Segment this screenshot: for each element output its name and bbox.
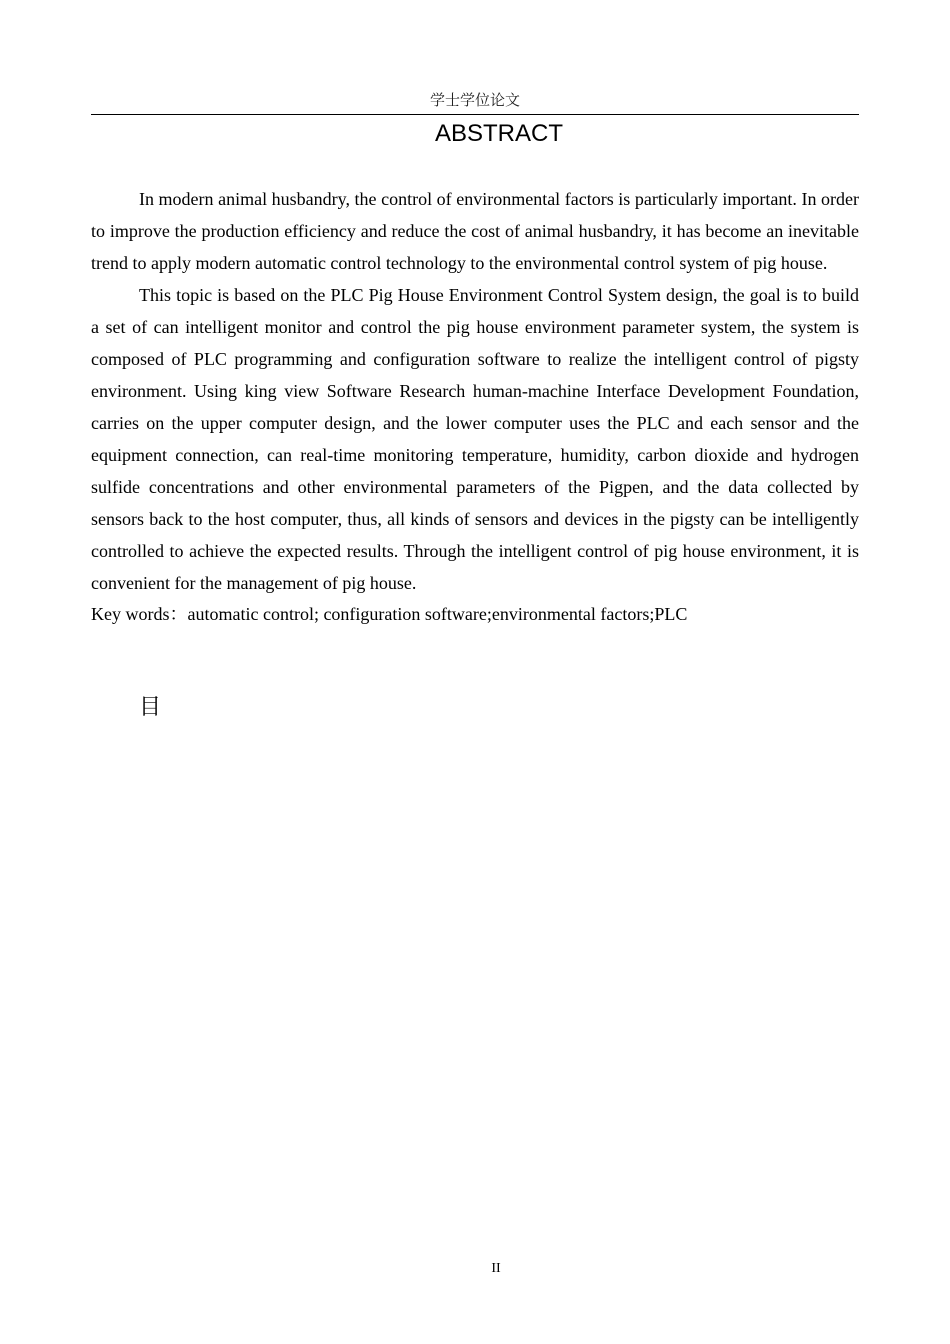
abstract-body — [91, 183, 859, 629]
abstract-title: ABSTRACT — [434, 120, 563, 147]
keywords: Key words：automatic control; configuration software;environmental factors;PLC — [91, 604, 688, 624]
toc-heading: 目 — [139, 695, 162, 720]
abstract-paragraph: This topic is based on the PLC Pig House Environment Control System design, the goal is to build a set of can intelligent monitor and control the pig house environment parameter system, the system is composed of PLC programming and configuration software to realize the intelligent control of pigsty environment. Using king view Software Research human-machine Interface Development Foundation, carries on the upper computer design, and the lower computer uses the PLC and each sensor and the equipment connection, can real-time monitoring temperature, humidity, carbon dioxide and hydrogen sulfide concentrations and other environmental parameters of the Pigpen, and the data collected by sensors back to the host computer, thus, all kinds of sensors and devices in the pigsty can be intelligently controlled to achieve the expected results. Through the intelligent control of pig house environment, it is convenient for the management of pig house. — [91, 285, 859, 593]
abstract-paragraph: In modern animal husbandry, the control of environmental factors is particularly important. In order to improve the production efficiency and reduce the cost of animal husbandry, it has become an inevitable trend to apply modern automatic control technology to the environmental control system of pig house. — [91, 189, 859, 273]
header-divider — [91, 114, 859, 115]
page-header: 学士学位论文 — [429, 91, 520, 109]
page-number: II — [491, 1261, 501, 1276]
